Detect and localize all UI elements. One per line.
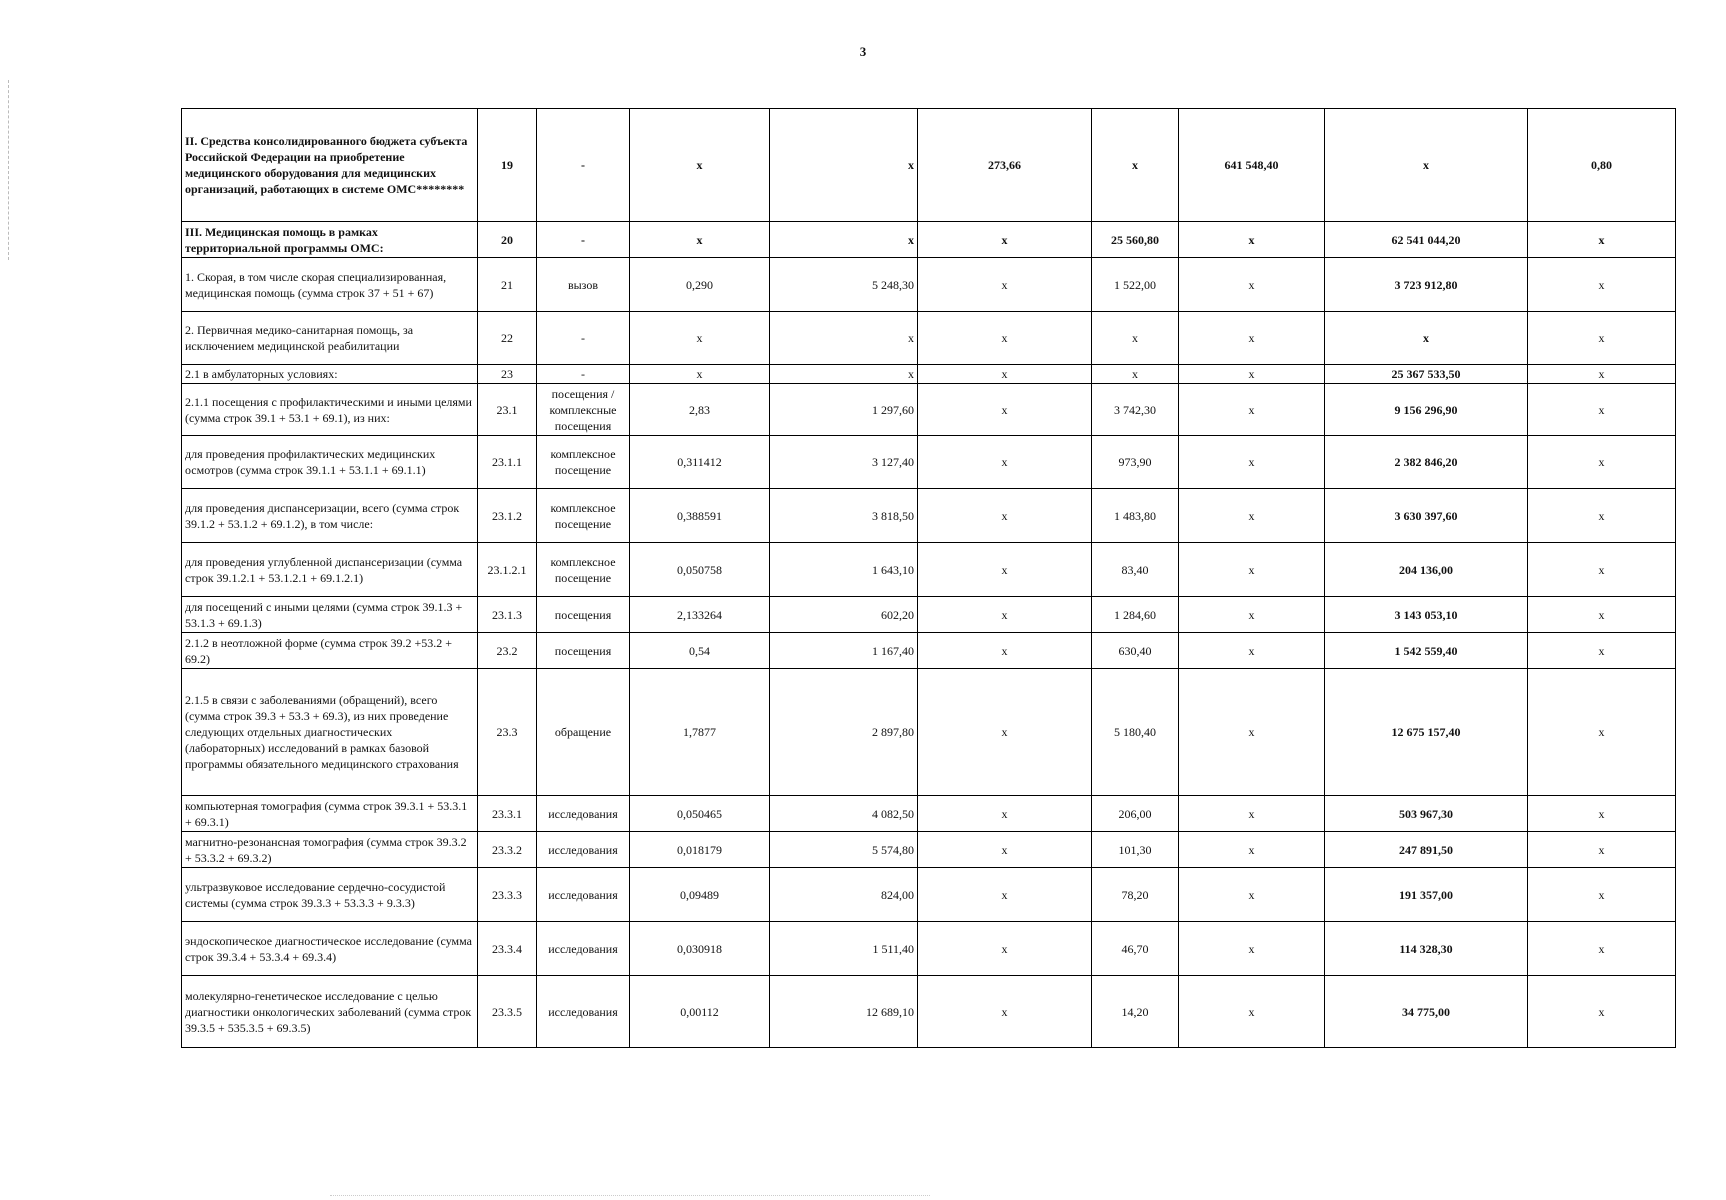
- total-budget-cell: х: [1179, 543, 1325, 597]
- table-row: [182, 543, 1676, 597]
- percent-cell: х: [1528, 258, 1676, 312]
- table-row: [182, 489, 1676, 543]
- cost-cell: 3 818,50: [770, 489, 918, 543]
- per-capita-budget-cell: х: [918, 832, 1092, 868]
- total-oms-cell: х: [1325, 109, 1528, 222]
- line-number-cell: 23.2: [478, 633, 537, 669]
- table-row: [182, 258, 1676, 312]
- line-number-cell: 23.3.5: [478, 976, 537, 1048]
- per-capita-budget-cell: х: [918, 222, 1092, 258]
- per-capita-budget-cell: х: [918, 258, 1092, 312]
- total-oms-cell: 191 357,00: [1325, 868, 1528, 922]
- cost-cell: 1 643,10: [770, 543, 918, 597]
- per-capita-oms-cell: 206,00: [1092, 796, 1179, 832]
- per-capita-oms-cell: 5 180,40: [1092, 669, 1179, 796]
- line-number-cell: 23.3.2: [478, 832, 537, 868]
- cost-cell: 3 127,40: [770, 436, 918, 489]
- per-capita-oms-cell: 1 483,80: [1092, 489, 1179, 543]
- per-capita-budget-cell: х: [918, 922, 1092, 976]
- cost-cell: х: [770, 222, 918, 258]
- line-number-cell: 23.3.1: [478, 796, 537, 832]
- total-budget-cell: х: [1179, 222, 1325, 258]
- per-capita-oms-cell: 1 522,00: [1092, 258, 1179, 312]
- name-cell: для проведения углубленной диспансеризации (сумма строк 39.1.2.1 + 53.1.2.1 + 69.1.2.1): [182, 543, 478, 597]
- volume-cell: 0,54: [630, 633, 770, 669]
- total-oms-cell: 1 542 559,40: [1325, 633, 1528, 669]
- percent-cell: х: [1528, 384, 1676, 436]
- scan-artifact: [330, 1195, 930, 1197]
- per-capita-budget-cell: х: [918, 976, 1092, 1048]
- per-capita-oms-cell: 630,40: [1092, 633, 1179, 669]
- total-oms-cell: 3 630 397,60: [1325, 489, 1528, 543]
- per-capita-budget-cell: х: [918, 868, 1092, 922]
- name-cell: для проведения диспансеризации, всего (сумма строк 39.1.2 + 53.1.2 + 69.1.2), в том числе:: [182, 489, 478, 543]
- volume-cell: 0,09489: [630, 868, 770, 922]
- name-cell: 2.1.5 в связи с заболеваниями (обращений), всего (сумма строк 39.3 + 53.3 + 69.3), из них проведение следующих отдельных диагностических (лабораторных) исследований в рамках базовой программы обязательного медицинского страхования: [182, 669, 478, 796]
- financing-table: [181, 108, 1676, 1048]
- unit-cell: -: [537, 365, 630, 384]
- total-budget-cell: х: [1179, 489, 1325, 543]
- per-capita-oms-cell: 973,90: [1092, 436, 1179, 489]
- table-row: [182, 868, 1676, 922]
- table-row: [182, 312, 1676, 365]
- scan-artifact: [8, 80, 13, 260]
- name-cell: 2.1.2 в неотложной форме (сумма строк 39.2 +53.2 + 69.2): [182, 633, 478, 669]
- total-budget-cell: х: [1179, 922, 1325, 976]
- unit-cell: -: [537, 109, 630, 222]
- total-oms-cell: 12 675 157,40: [1325, 669, 1528, 796]
- percent-cell: х: [1528, 832, 1676, 868]
- unit-cell: исследования: [537, 868, 630, 922]
- percent-cell: х: [1528, 633, 1676, 669]
- total-budget-cell: х: [1179, 258, 1325, 312]
- unit-cell: комплексное посещение: [537, 436, 630, 489]
- volume-cell: 0,00112: [630, 976, 770, 1048]
- volume-cell: 0,311412: [630, 436, 770, 489]
- per-capita-oms-cell: 101,30: [1092, 832, 1179, 868]
- name-cell: молекулярно-генетическое исследование с целью диагностики онкологических заболеваний (сумма строк 39.3.5 + 535.3.5 + 69.3.5): [182, 976, 478, 1048]
- cost-cell: 5 574,80: [770, 832, 918, 868]
- cost-cell: 1 297,60: [770, 384, 918, 436]
- per-capita-oms-cell: 25 560,80: [1092, 222, 1179, 258]
- name-cell: для проведения профилактических медицинских осмотров (сумма строк 39.1.1 + 53.1.1 + 69.1.1): [182, 436, 478, 489]
- cost-cell: 12 689,10: [770, 976, 918, 1048]
- table-row: [182, 633, 1676, 669]
- volume-cell: х: [630, 365, 770, 384]
- volume-cell: х: [630, 109, 770, 222]
- cost-cell: х: [770, 109, 918, 222]
- percent-cell: х: [1528, 597, 1676, 633]
- cost-cell: х: [770, 365, 918, 384]
- unit-cell: комплексное посещение: [537, 543, 630, 597]
- per-capita-oms-cell: х: [1092, 312, 1179, 365]
- cost-cell: 602,20: [770, 597, 918, 633]
- table-row: [182, 222, 1676, 258]
- percent-cell: х: [1528, 796, 1676, 832]
- percent-cell: х: [1528, 669, 1676, 796]
- cost-cell: 2 897,80: [770, 669, 918, 796]
- per-capita-budget-cell: х: [918, 489, 1092, 543]
- line-number-cell: 23.1.3: [478, 597, 537, 633]
- unit-cell: вызов: [537, 258, 630, 312]
- per-capita-budget-cell: х: [918, 312, 1092, 365]
- table-row: [182, 922, 1676, 976]
- line-number-cell: 23.1.1: [478, 436, 537, 489]
- percent-cell: х: [1528, 436, 1676, 489]
- total-budget-cell: 641 548,40: [1179, 109, 1325, 222]
- volume-cell: 0,290: [630, 258, 770, 312]
- table-body: [182, 109, 1676, 1048]
- total-oms-cell: 114 328,30: [1325, 922, 1528, 976]
- per-capita-oms-cell: 1 284,60: [1092, 597, 1179, 633]
- table-row: [182, 109, 1676, 222]
- line-number-cell: 23.1.2: [478, 489, 537, 543]
- per-capita-oms-cell: 46,70: [1092, 922, 1179, 976]
- per-capita-oms-cell: 83,40: [1092, 543, 1179, 597]
- per-capita-budget-cell: х: [918, 436, 1092, 489]
- line-number-cell: 23.3: [478, 669, 537, 796]
- total-budget-cell: х: [1179, 832, 1325, 868]
- percent-cell: х: [1528, 312, 1676, 365]
- percent-cell: х: [1528, 489, 1676, 543]
- cost-cell: 5 248,30: [770, 258, 918, 312]
- per-capita-budget-cell: х: [918, 633, 1092, 669]
- total-oms-cell: 204 136,00: [1325, 543, 1528, 597]
- cost-cell: 824,00: [770, 868, 918, 922]
- line-number-cell: 19: [478, 109, 537, 222]
- volume-cell: 2,133264: [630, 597, 770, 633]
- name-cell: II. Средства консолидированного бюджета субъекта Российской Федерации на приобретение медицинского оборудования для медицинских организаций, работающих в системе ОМС********: [182, 109, 478, 222]
- line-number-cell: 23.1.2.1: [478, 543, 537, 597]
- per-capita-budget-cell: х: [918, 669, 1092, 796]
- volume-cell: х: [630, 312, 770, 365]
- cost-cell: 1 167,40: [770, 633, 918, 669]
- table-row: [182, 436, 1676, 489]
- percent-cell: х: [1528, 868, 1676, 922]
- per-capita-oms-cell: х: [1092, 109, 1179, 222]
- total-oms-cell: х: [1325, 312, 1528, 365]
- total-oms-cell: 9 156 296,90: [1325, 384, 1528, 436]
- table-row: [182, 597, 1676, 633]
- name-cell: для посещений с иными целями (сумма строк 39.1.3 + 53.1.3 + 69.1.3): [182, 597, 478, 633]
- per-capita-budget-cell: х: [918, 365, 1092, 384]
- unit-cell: посещения: [537, 597, 630, 633]
- per-capita-budget-cell: х: [918, 543, 1092, 597]
- total-budget-cell: х: [1179, 796, 1325, 832]
- total-oms-cell: 2 382 846,20: [1325, 436, 1528, 489]
- unit-cell: исследования: [537, 922, 630, 976]
- percent-cell: 0,80: [1528, 109, 1676, 222]
- unit-cell: обращение: [537, 669, 630, 796]
- total-oms-cell: 62 541 044,20: [1325, 222, 1528, 258]
- total-budget-cell: х: [1179, 365, 1325, 384]
- cost-cell: 1 511,40: [770, 922, 918, 976]
- unit-cell: -: [537, 222, 630, 258]
- percent-cell: х: [1528, 365, 1676, 384]
- table-row: [182, 796, 1676, 832]
- line-number-cell: 21: [478, 258, 537, 312]
- table-row: [182, 365, 1676, 384]
- percent-cell: х: [1528, 543, 1676, 597]
- line-number-cell: 23.3.3: [478, 868, 537, 922]
- name-cell: 2.1.1 посещения с профилактическими и иными целями (сумма строк 39.1 + 53.1 + 69.1), из них:: [182, 384, 478, 436]
- percent-cell: х: [1528, 922, 1676, 976]
- per-capita-oms-cell: 3 742,30: [1092, 384, 1179, 436]
- per-capita-oms-cell: х: [1092, 365, 1179, 384]
- per-capita-oms-cell: 14,20: [1092, 976, 1179, 1048]
- line-number-cell: 23: [478, 365, 537, 384]
- percent-cell: х: [1528, 976, 1676, 1048]
- name-cell: ультразвуковое исследование сердечно-сосудистой системы (сумма строк 39.3.3 + 53.3.3 + 9.3.3): [182, 868, 478, 922]
- table-row: [182, 976, 1676, 1048]
- volume-cell: х: [630, 222, 770, 258]
- total-oms-cell: 34 775,00: [1325, 976, 1528, 1048]
- total-budget-cell: х: [1179, 976, 1325, 1048]
- volume-cell: 0,030918: [630, 922, 770, 976]
- total-oms-cell: 3 143 053,10: [1325, 597, 1528, 633]
- unit-cell: посещения: [537, 633, 630, 669]
- percent-cell: х: [1528, 222, 1676, 258]
- name-cell: 1. Скорая, в том числе скорая специализированная, медицинская помощь (сумма строк 37 + 51 + 67): [182, 258, 478, 312]
- volume-cell: 0,018179: [630, 832, 770, 868]
- table-row: [182, 384, 1676, 436]
- volume-cell: 1,7877: [630, 669, 770, 796]
- total-oms-cell: 25 367 533,50: [1325, 365, 1528, 384]
- name-cell: компьютерная томография (сумма строк 39.3.1 + 53.3.1 + 69.3.1): [182, 796, 478, 832]
- total-budget-cell: х: [1179, 312, 1325, 365]
- per-capita-oms-cell: 78,20: [1092, 868, 1179, 922]
- table-row: [182, 669, 1676, 796]
- per-capita-budget-cell: х: [918, 597, 1092, 633]
- cost-cell: х: [770, 312, 918, 365]
- line-number-cell: 20: [478, 222, 537, 258]
- name-cell: 2. Первичная медико-санитарная помощь, за исключением медицинской реабилитации: [182, 312, 478, 365]
- volume-cell: 2,83: [630, 384, 770, 436]
- unit-cell: комплексное посещение: [537, 489, 630, 543]
- total-budget-cell: х: [1179, 384, 1325, 436]
- per-capita-budget-cell: х: [918, 796, 1092, 832]
- name-cell: эндоскопическое диагностическое исследование (сумма строк 39.3.4 + 53.3.4 + 69.3.4): [182, 922, 478, 976]
- unit-cell: исследования: [537, 796, 630, 832]
- volume-cell: 0,050465: [630, 796, 770, 832]
- unit-cell: исследования: [537, 832, 630, 868]
- per-capita-budget-cell: 273,66: [918, 109, 1092, 222]
- unit-cell: -: [537, 312, 630, 365]
- total-oms-cell: 247 891,50: [1325, 832, 1528, 868]
- table-row: [182, 832, 1676, 868]
- page-number: 3: [859, 44, 867, 59]
- total-oms-cell: 503 967,30: [1325, 796, 1528, 832]
- per-capita-budget-cell: х: [918, 384, 1092, 436]
- volume-cell: 0,050758: [630, 543, 770, 597]
- unit-cell: посещения / комплексные посещения: [537, 384, 630, 436]
- name-cell: магнитно-резонансная томография (сумма строк 39.3.2 + 53.3.2 + 69.3.2): [182, 832, 478, 868]
- volume-cell: 0,388591: [630, 489, 770, 543]
- cost-cell: 4 082,50: [770, 796, 918, 832]
- line-number-cell: 22: [478, 312, 537, 365]
- total-budget-cell: х: [1179, 436, 1325, 489]
- total-budget-cell: х: [1179, 597, 1325, 633]
- name-cell: 2.1 в амбулаторных условиях:: [182, 365, 478, 384]
- line-number-cell: 23.3.4: [478, 922, 537, 976]
- total-budget-cell: х: [1179, 633, 1325, 669]
- name-cell: III. Медицинская помощь в рамках территориальной программы ОМС:: [182, 222, 478, 258]
- line-number-cell: 23.1: [478, 384, 537, 436]
- unit-cell: исследования: [537, 976, 630, 1048]
- total-budget-cell: х: [1179, 868, 1325, 922]
- total-oms-cell: 3 723 912,80: [1325, 258, 1528, 312]
- total-budget-cell: х: [1179, 669, 1325, 796]
